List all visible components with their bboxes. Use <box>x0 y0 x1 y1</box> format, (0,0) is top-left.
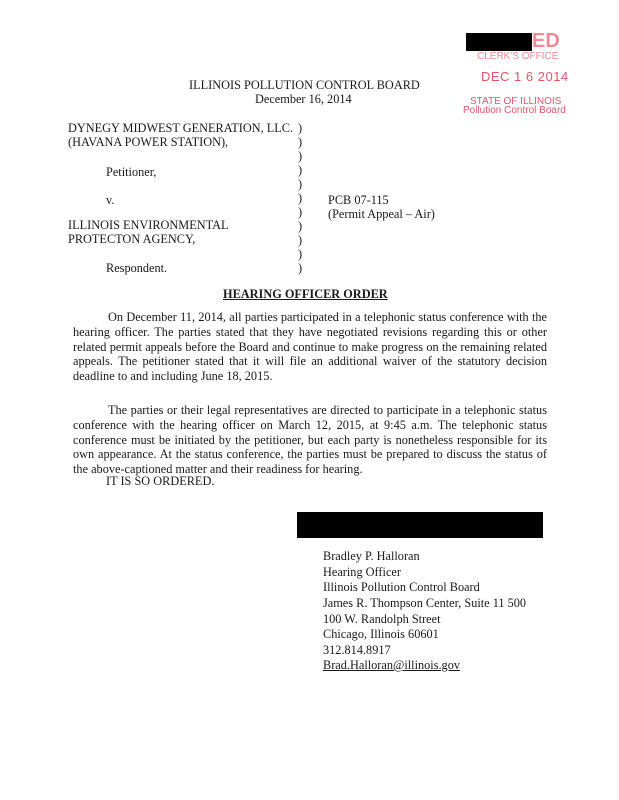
caption-paren: ) <box>298 205 303 219</box>
stamp-date: DEC 1 6 2014 <box>481 69 569 84</box>
stamp-office: CLERK'S OFFICE <box>477 51 559 62</box>
caption-paren: ) <box>298 149 303 163</box>
petitioner-name-line-2: (HAVANA POWER STATION), <box>68 135 229 149</box>
stamp-received-fragment: ED <box>532 30 560 52</box>
petitioner-name-line-1: DYNEGY MIDWEST GENERATION, LLC. <box>68 121 294 135</box>
signer-email-link[interactable]: Brad.Halloran@illinois.gov <box>323 658 461 672</box>
caption-paren: ) <box>298 233 303 247</box>
respondent-name-line-2: PROTECTON AGENCY, <box>68 232 196 246</box>
caption-paren: ) <box>298 121 303 135</box>
signer-address-2: 100 W. Randolph Street <box>323 612 441 626</box>
signer-phone: 312.814.8917 <box>323 643 391 657</box>
header-date: December 16, 2014 <box>255 92 352 106</box>
respondent-role: Respondent. <box>106 261 168 275</box>
stamp-redaction <box>466 33 532 51</box>
signer-agency: Illinois Pollution Control Board <box>323 580 480 594</box>
respondent-name-line-1: ILLINOIS ENVIRONMENTAL <box>68 218 229 232</box>
caption-paren: ) <box>298 261 303 275</box>
order-closing: IT IS SO ORDERED. <box>106 474 215 488</box>
caption-paren: ) <box>298 247 303 261</box>
versus: v. <box>106 193 115 207</box>
order-paragraph-2: The parties or their legal representatives are directed to participate in a telephonic status conference with the hearing officer on March 12, 2015, at 9:45 a.m. The telephonic status conference must be initiated by the petitioner, but each party is nonetheless responsible for its own appearance. At the status conference, the parties must be prepared to discuss the status of the above-captioned matter and their readiness for hearing. <box>73 403 547 477</box>
petitioner-role: Petitioner, <box>106 165 157 179</box>
signer-address-3: Chicago, Illinois 60601 <box>323 627 439 641</box>
order-paragraph-1: On December 11, 2014, all parties participated in a telephonic status conference with the hearing officer. The parties stated that they have negotiated revisions regarding this or other related permit appeals before the Board and continue to make progress on the remaining related appeals. The petitioner stated that it will file an additional waiver of the statutory decision deadline to and including June 18, 2015. <box>73 310 547 384</box>
signature-redaction <box>297 512 543 538</box>
case-type: (Permit Appeal – Air) <box>328 207 435 221</box>
signer-title: Hearing Officer <box>323 565 401 579</box>
caption-paren: ) <box>298 191 303 205</box>
caption-paren: ) <box>298 219 303 233</box>
signer-name: Bradley P. Halloran <box>323 549 420 563</box>
header-agency: ILLINOIS POLLUTION CONTROL BOARD <box>189 78 420 92</box>
caption-paren: ) <box>298 135 303 149</box>
order-title: HEARING OFFICER ORDER <box>223 287 388 301</box>
case-number: PCB 07-115 <box>328 193 389 207</box>
caption-paren: ) <box>298 177 303 191</box>
caption-paren: ) <box>298 163 303 177</box>
signer-address-1: James R. Thompson Center, Suite 11 500 <box>323 596 527 610</box>
stamp-state: STATE OF ILLINOIS <box>470 96 562 107</box>
stamp-board: Pollution Control Board <box>463 105 566 116</box>
